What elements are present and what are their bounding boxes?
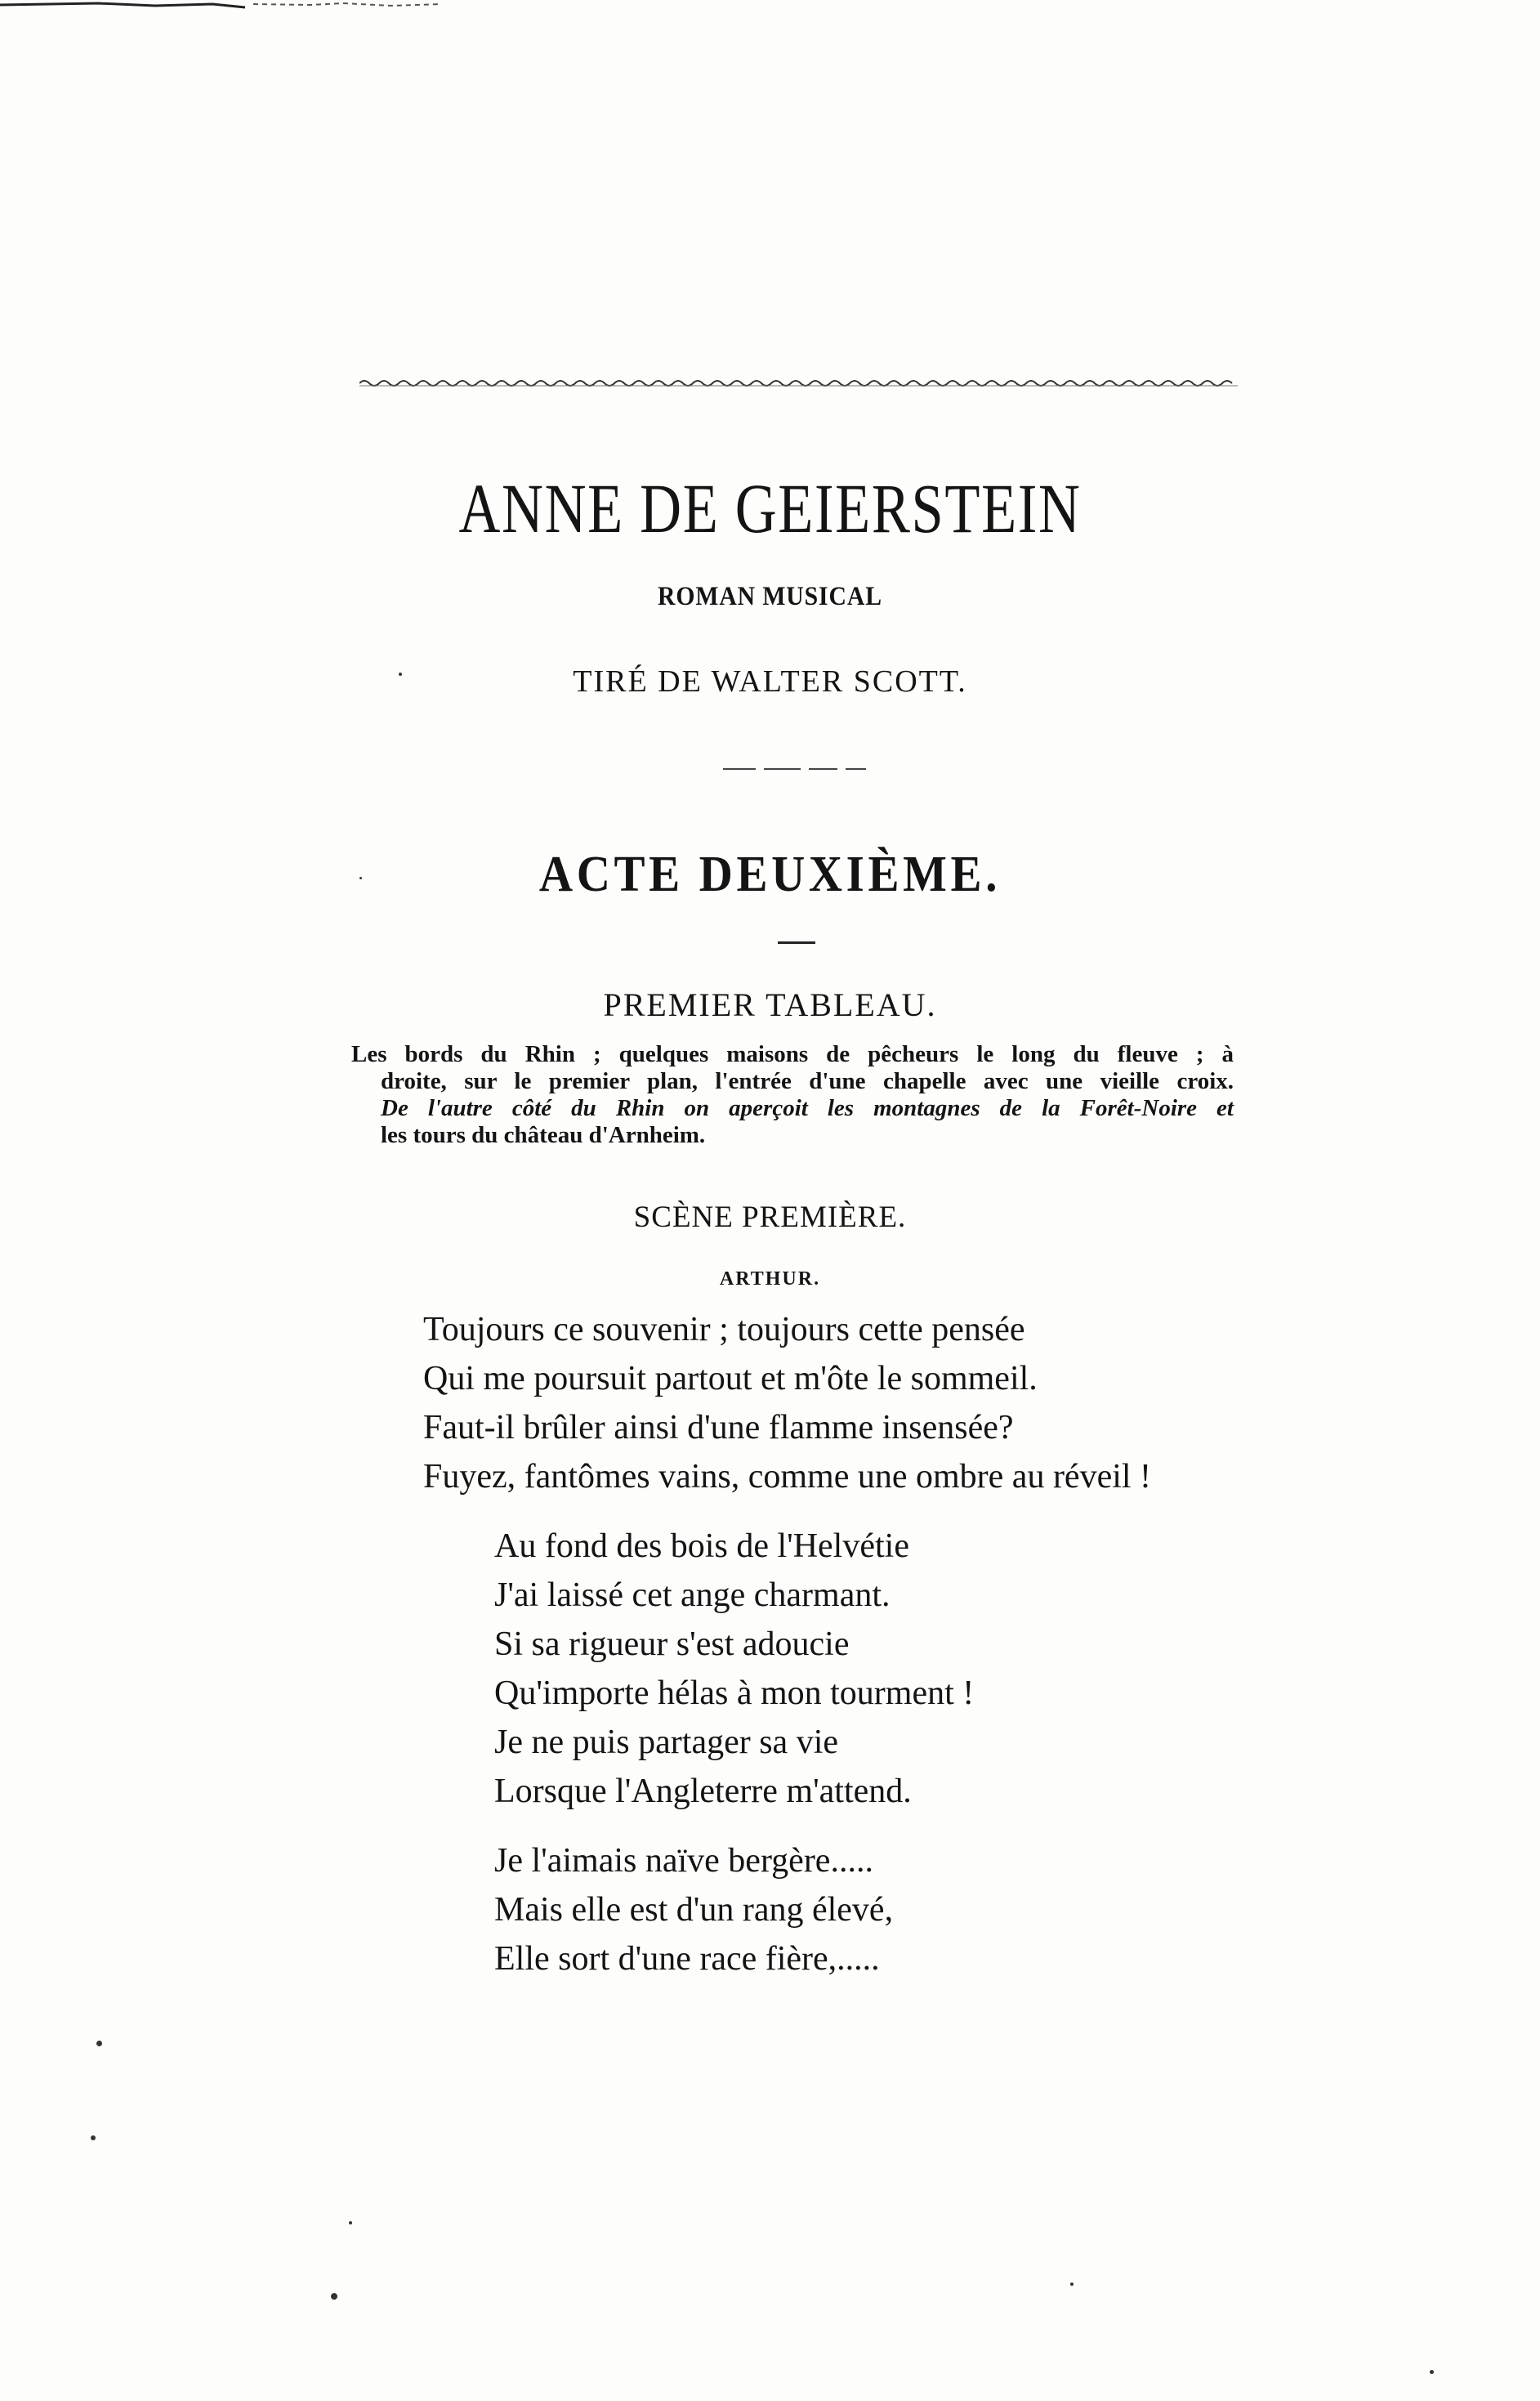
- book-source-subtitle: TIRÉ DE WALTER SCOTT.: [573, 664, 967, 699]
- scene-title: SCÈNE PREMIÈRE.: [633, 1200, 907, 1234]
- speck: [399, 673, 402, 676]
- verse-line: J'ai laissé cet ange charmant.: [494, 1576, 891, 1614]
- verse-line: Je ne puis partager sa vie: [494, 1724, 839, 1761]
- speck: [1430, 2370, 1434, 2374]
- speck: [359, 877, 362, 879]
- verse-line: Qui me poursuit partout et m'ôte le sommeil.: [423, 1360, 1038, 1397]
- speaker-name: ARTHUR.: [719, 1268, 821, 1290]
- speck: [96, 2041, 102, 2046]
- stage-direction-line: droite, sur le premier plan, l'entrée d'une chapelle avec une vieille croix.: [381, 1068, 1234, 1094]
- speck: [1070, 2283, 1074, 2286]
- verse-line: Elle sort d'une race fière,.....: [494, 1940, 880, 1978]
- stage-direction-line: De l'autre côté du Rhin on aperçoit les montagnes de la Forêt-Noire et: [381, 1095, 1234, 1121]
- verse-line: Je l'aimais naïve bergère.....: [494, 1842, 873, 1880]
- book-genre-subtitle: ROMAN MUSICAL: [658, 582, 882, 611]
- verse-line: Fuyez, fantômes vains, comme une ombre au réveil !: [423, 1458, 1152, 1496]
- speck: [91, 2135, 96, 2140]
- verse-line: Au fond des bois de l'Helvétie: [494, 1527, 909, 1565]
- tableau-title: PREMIER TABLEAU.: [603, 986, 937, 1023]
- stage-direction-line: Les bords du Rhin ; quelques maisons de pêcheurs le long du fleuve ; à: [351, 1041, 1234, 1067]
- act-title: ACTE DEUXIÈME.: [538, 847, 1002, 902]
- ornament-rule: [359, 378, 1238, 389]
- verse-line: Lorsque l'Angleterre m'attend.: [494, 1773, 912, 1810]
- verse-line: Mais elle est d'un rang élevé,: [494, 1891, 894, 1929]
- section-divider: [723, 767, 866, 771]
- book-title: ANNE DE GEIERSTEIN: [458, 469, 1082, 548]
- scan-edge-artifact: [0, 0, 458, 11]
- stage-direction-line: les tours du château d'Arnheim.: [381, 1122, 706, 1148]
- verse-line: Si sa rigueur s'est adoucie: [494, 1625, 850, 1663]
- verse-line: Toujours ce souvenir ; toujours cette pensée: [423, 1311, 1025, 1348]
- speck: [349, 2221, 352, 2224]
- verse-line: Qu'importe hélas à mon tourment !: [494, 1674, 975, 1712]
- verse-line: Faut-il brûler ainsi d'une flamme insensée?: [423, 1409, 1014, 1446]
- speck: [331, 2293, 337, 2300]
- act-dash-rule: [778, 941, 815, 944]
